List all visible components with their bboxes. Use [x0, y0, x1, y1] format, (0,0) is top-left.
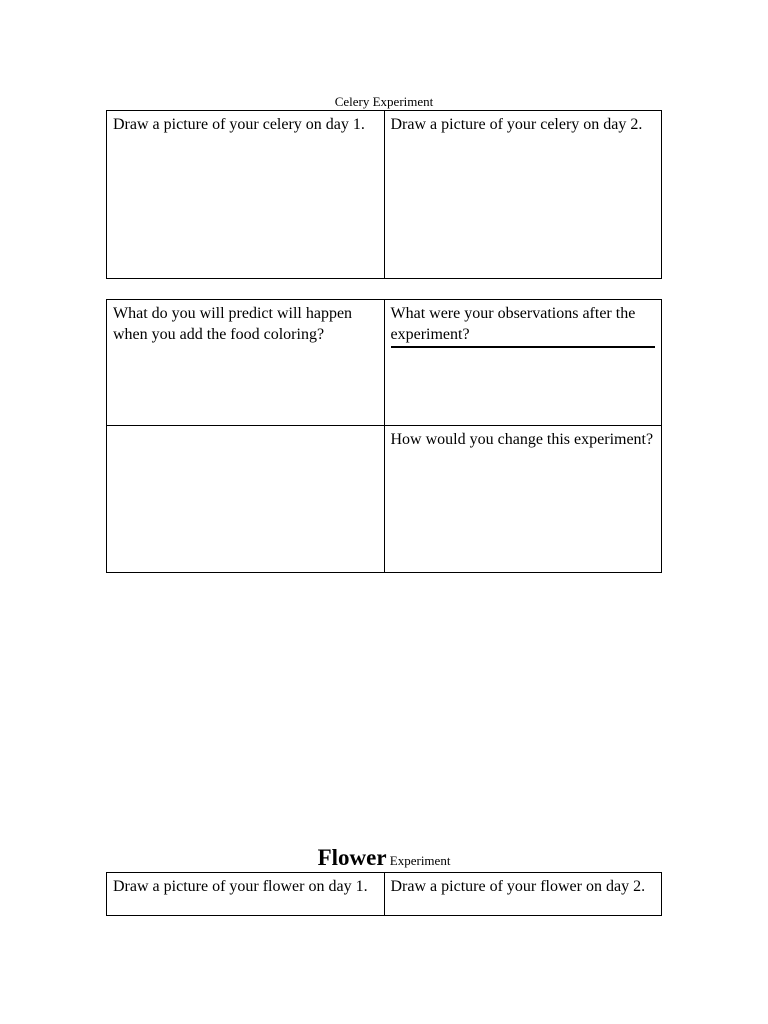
observations-prompt: What were your observations after the experiment? [391, 303, 656, 348]
celery-drawing-row [107, 111, 662, 279]
celery-day1-cell: Draw a picture of your celery on day 1. [107, 111, 385, 279]
celery-questions-row [107, 426, 662, 573]
prediction-cell: What do you will predict will happen when you add the food coloring? [107, 300, 385, 426]
observations-cell [384, 300, 662, 426]
empty-answer-cell [107, 426, 385, 573]
celery-questions-table [106, 299, 662, 573]
celery-day2-cell: Draw a picture of your celery on day 2. [384, 111, 662, 279]
celery-questions-row [107, 300, 662, 426]
flower-drawing-table [106, 872, 662, 916]
flower-title-large: Flower [317, 845, 387, 870]
flower-drawing-row [107, 873, 662, 916]
celery-drawing-table [106, 110, 662, 279]
change-experiment-cell: How would you change this experiment? [384, 426, 662, 573]
flower-day2-cell: Draw a picture of your flower on day 2. [384, 873, 662, 916]
celery-experiment-title: Celery Experiment [334, 94, 434, 109]
flower-day1-cell: Draw a picture of your flower on day 1. [107, 873, 385, 916]
flower-title-small: Experiment [389, 853, 451, 868]
